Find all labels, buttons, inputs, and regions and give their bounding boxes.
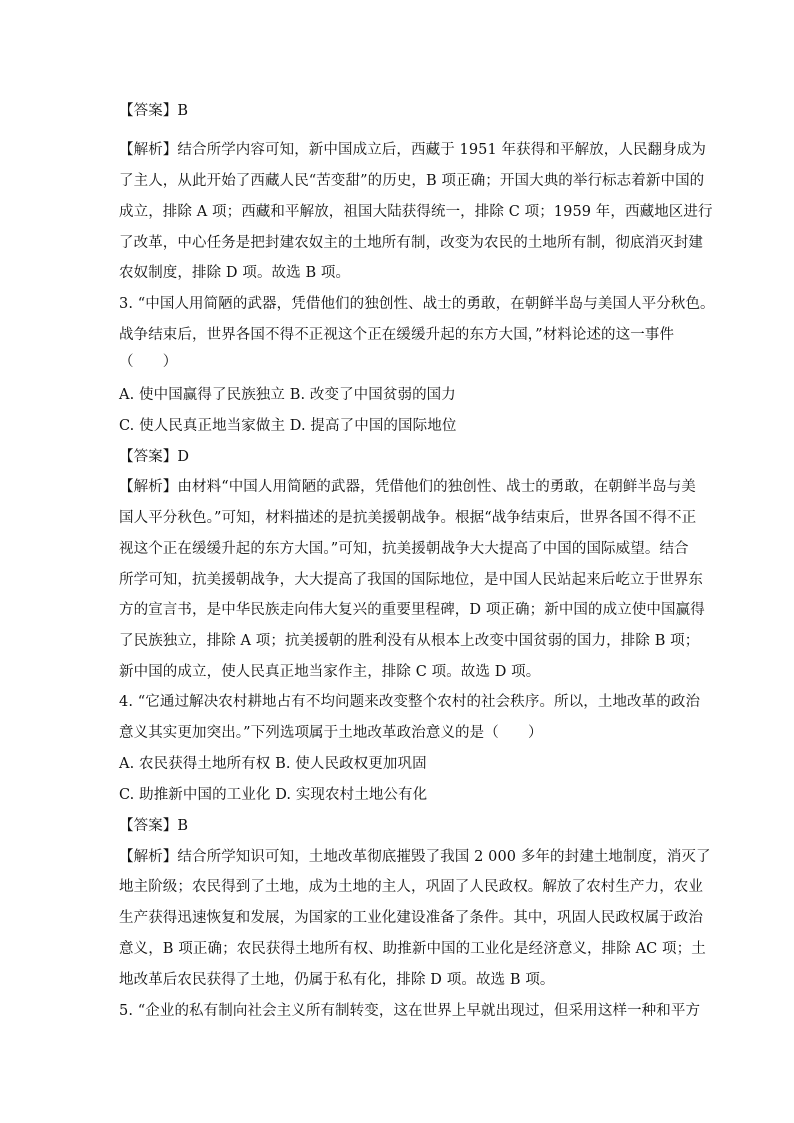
question-5-stem: 5. “企业的私有制向社会主义所有制转变，这在世界上早就出现过，但采用这样一种和平方 — [119, 1003, 701, 1019]
analysis-line: 【解析】结合所学内容可知，新中国成立后，西藏于 1951 年获得和平解放，人民翻身成为 — [119, 142, 706, 158]
analysis-line: 新中国的成立，使人民真正地当家作主，排除 C 项。故选 D 项。 — [119, 664, 541, 680]
analysis-line: 了主人，从此开始了西藏人民“苦变甜”的历史，B 项正确；开国大典的举行标志着新中国的 — [119, 173, 705, 189]
analysis-line: 成立，排除 A 项；西藏和平解放，祖国大陆获得统一，排除 C 项；1959 年，西藏地区进行 — [119, 204, 713, 220]
analysis-line: 意义，B 项正确；农民获得土地所有权、助推新中国的工业化是经济意义，排除 AC 项；土 — [119, 941, 706, 957]
analysis-line: 了改革，中心任务是把封建农奴主的土地所有制，改变为农民的土地所有制，彻底消灭封建 — [119, 235, 703, 251]
analysis-line: 地主阶级；农民得到了土地，成为土地的主人，巩固了人民政权。解放了农村生产力，农业 — [119, 879, 703, 895]
answer-label-4: 【答案】B — [119, 818, 189, 834]
analysis-line: 了民族独立，排除 A 项；抗美援朝的胜利没有从根本上改变中国贫弱的国力，排除 B 项； — [119, 633, 700, 649]
analysis-line: 农奴制度，排除 D 项。故选 B 项。 — [119, 265, 351, 281]
analysis-line: 视这个正在缓缓升起的东方大国。”可知，抗美援朝战争大大提高了中国的国际威望。结合 — [119, 541, 689, 557]
question-4-options-ab: A. 农民获得土地所有权 B. 使人民政权更加巩固 — [119, 756, 427, 772]
question-3-stem: 3. “中国人用简陋的武器，凭借他们的独创性、战士的勇敢，在朝鲜半岛与美国人平分秋色。 — [119, 296, 715, 312]
analysis-line: 国人平分秋色。”可知，材料描述的是抗美援朝战争。根据“战争结束后，世界各国不得不正 — [119, 510, 697, 526]
question-4-stem: 4. “它通过解决农村耕地占有不均问题来改变整个农村的社会秩序。所以，土地改革的政治 — [119, 694, 701, 710]
question-4-stem: 意义其实更加突出。”下列选项属于土地改革政治意义的是（ ） — [119, 725, 543, 741]
analysis-line: 【解析】由材料“中国人用简陋的武器，凭借他们的独创性、战士的勇敢，在朝鲜半岛与美 — [119, 479, 696, 495]
question-3-stem: 战争结束后，世界各国不得不正视这个正在缓缓升起的东方大国，”材料论述的这一事件 — [119, 327, 675, 343]
analysis-line: 生产获得迅速恢复和发展，为国家的工业化建设准备了条件。其中，巩固人民政权属于政治 — [119, 910, 703, 926]
question-4-options-cd: C. 助推新中国的工业化 D. 实现农村土地公有化 — [119, 787, 428, 803]
question-3-blank: （ ） — [119, 354, 178, 370]
analysis-line: 【解析】结合所学知识可知，土地改革彻底摧毁了我国 2 000 多年的封建土地制度，消灭了 — [119, 849, 711, 865]
analysis-line: 地改革后农民获得了土地，仍属于私有化，排除 D 项。故选 B 项。 — [119, 972, 555, 988]
analysis-line: 方的宣言书，是中华民族走向伟大复兴的重要里程碑，D 项正确；新中国的成立使中国赢得 — [119, 602, 705, 618]
question-3-options-ab: A. 使中国赢得了民族独立 B. 改变了中国贫弱的国力 — [119, 387, 456, 403]
answer-label-3: 【答案】D — [119, 449, 190, 465]
analysis-line: 所学可知，抗美援朝战争，大大提高了我国的国际地位，是中国人民站起来后屹立于世界东 — [119, 572, 703, 588]
answer-label-1: 【答案】B — [119, 103, 189, 119]
question-3-options-cd: C. 使人民真正地当家做主 D. 提高了中国的国际地位 — [119, 418, 457, 434]
